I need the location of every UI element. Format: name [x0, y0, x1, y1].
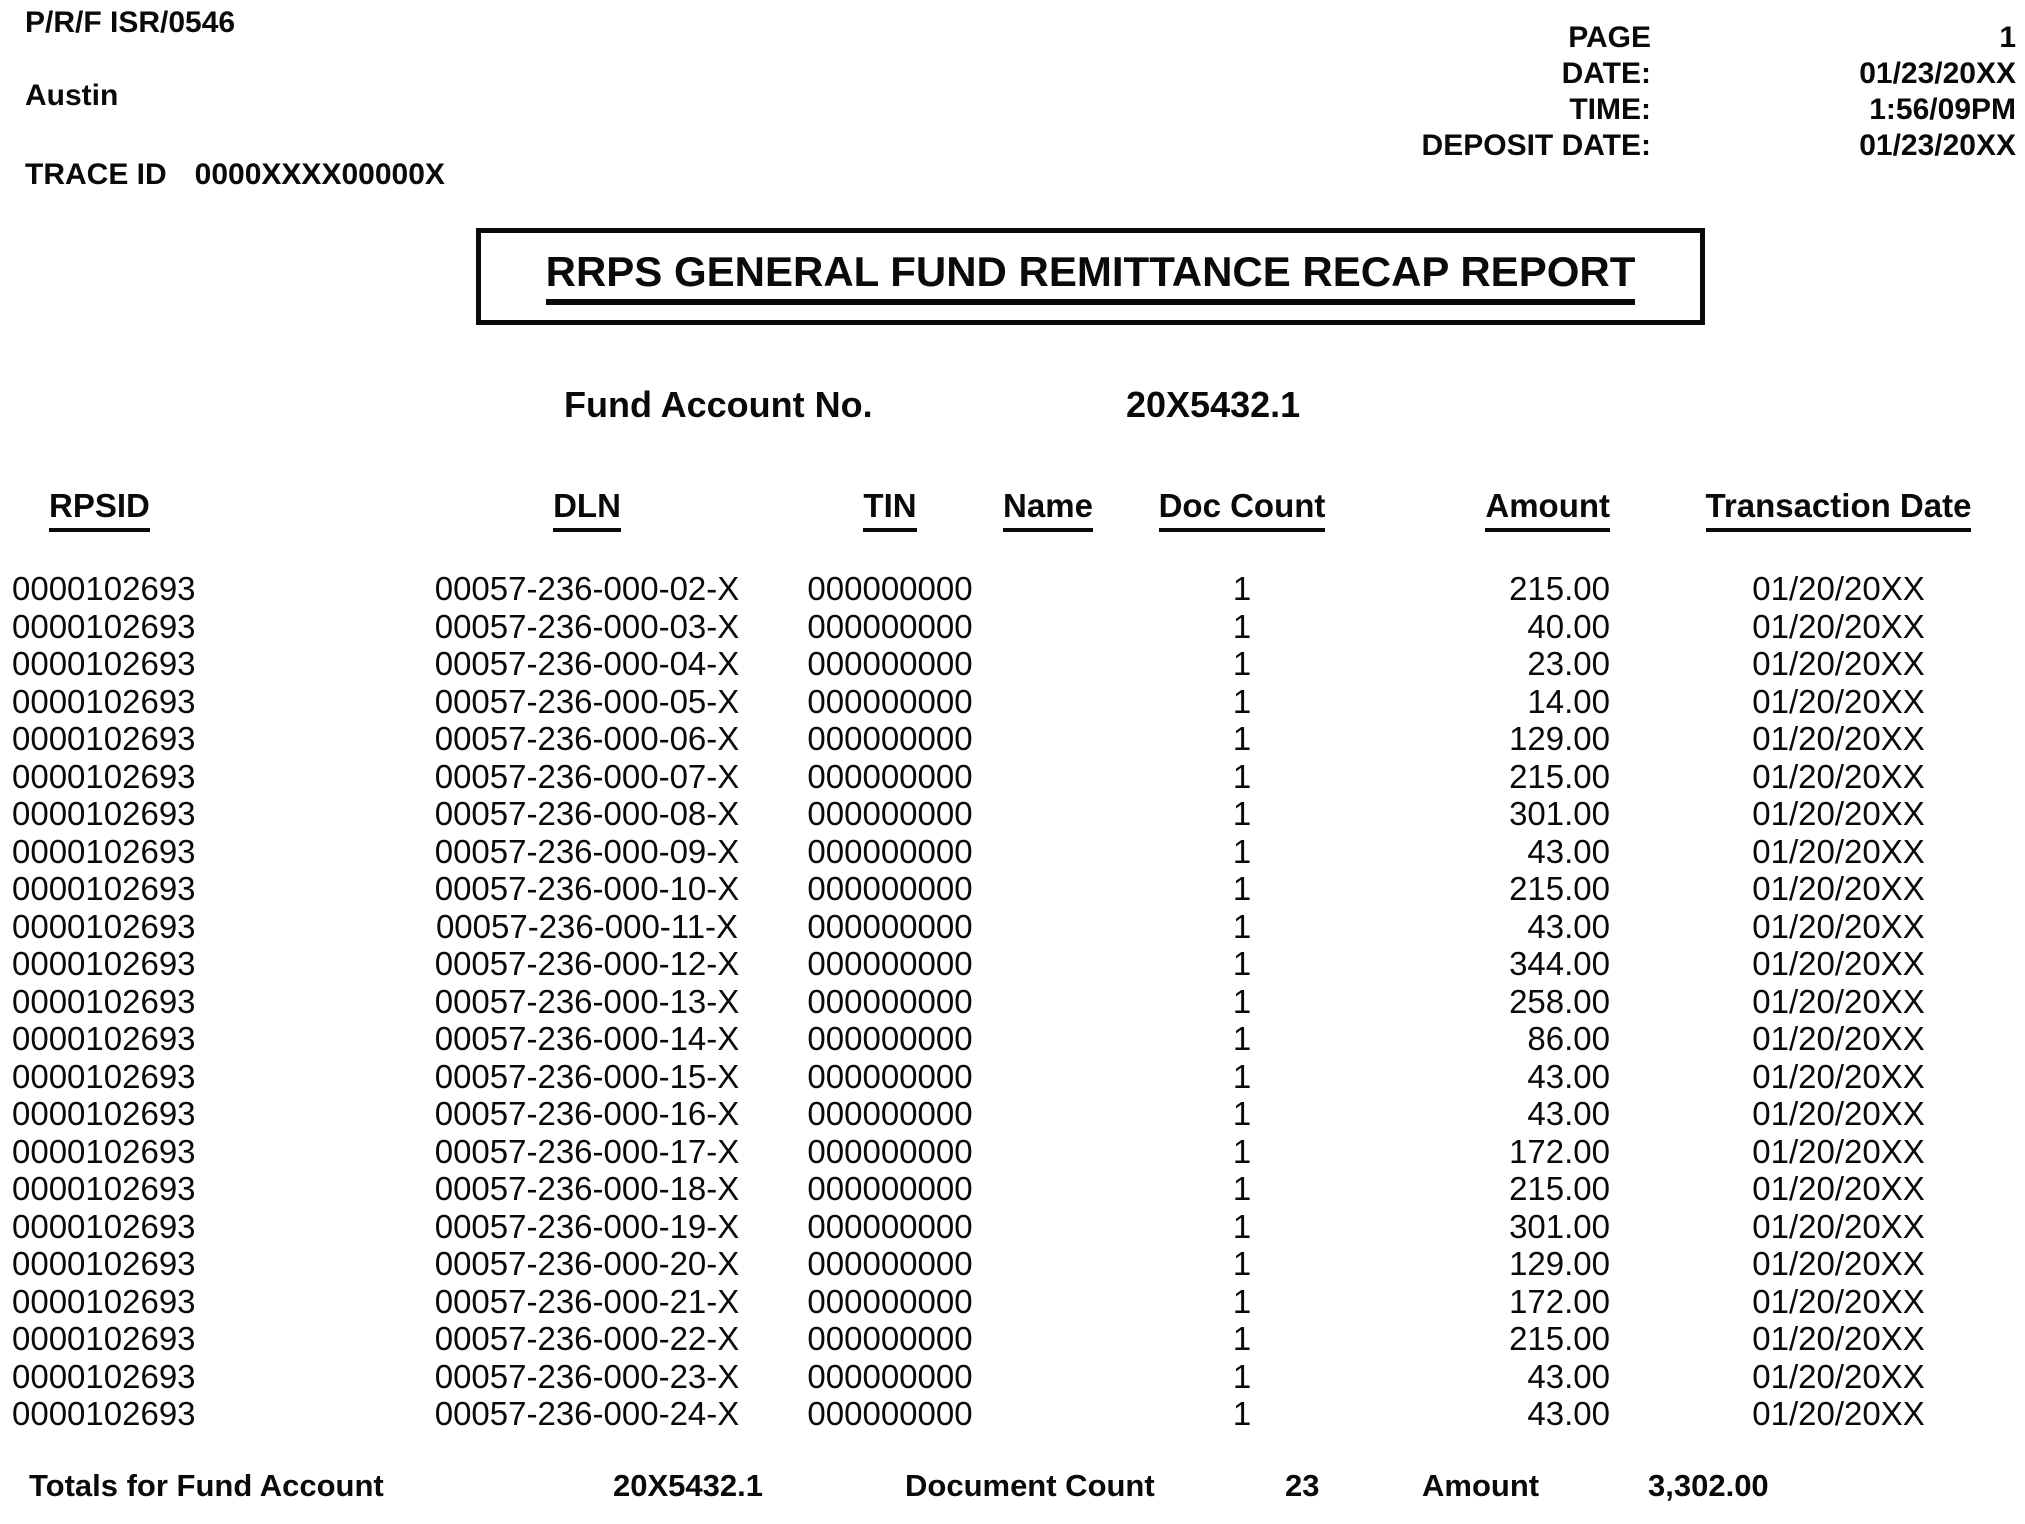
- cell-name: [976, 1133, 1120, 1171]
- cell-dln: 00057-236-000-22-X: [434, 1320, 740, 1357]
- cell-name: [976, 908, 1120, 946]
- cell-dln: 00057-236-000-24-X: [434, 1395, 740, 1432]
- cell-tin: 000000000: [807, 982, 973, 1020]
- cell-amount: 301.00: [1509, 795, 1610, 832]
- page-label: PAGE: [1568, 21, 1651, 54]
- deposit-date-value: 01/23/20XX: [1859, 129, 2016, 162]
- cell-amount: 172.00: [1509, 1132, 1610, 1170]
- cell-amount: 344.00: [1509, 945, 1610, 982]
- cell-transaction-date: 01/20/20XX: [1752, 1207, 1925, 1245]
- cell-dln: 00057-236-000-15-X: [434, 1057, 740, 1095]
- meta-row-time: [1300, 92, 2016, 128]
- column-header-transaction-date: Transaction Date: [1610, 486, 2025, 532]
- table-row: [0, 570, 2025, 608]
- cell-rpsid: 0000102693: [12, 720, 196, 757]
- cell-dln: 00057-236-000-12-X: [434, 945, 740, 982]
- cell-name: [976, 945, 1120, 983]
- cell-transaction-date: 01/20/20XX: [1752, 1320, 1925, 1357]
- cell-doc-count: 1: [1232, 982, 1252, 1020]
- table-row: [0, 833, 2025, 871]
- cell-doc-count: 1: [1232, 645, 1252, 682]
- table-body: [0, 570, 2025, 1433]
- table-row: [0, 645, 2025, 683]
- table-row: [0, 1320, 2025, 1358]
- cell-doc-count: 1: [1232, 1095, 1252, 1132]
- cell-amount: 43.00: [1527, 907, 1610, 945]
- meta-row-deposit-date: [1300, 128, 2016, 164]
- cell-name: [976, 645, 1120, 683]
- cell-name: [976, 1358, 1120, 1396]
- cell-rpsid: 0000102693: [12, 1357, 196, 1395]
- cell-dln: 00057-236-000-20-X: [434, 1245, 740, 1282]
- cell-transaction-date: 01/20/20XX: [1752, 982, 1925, 1020]
- totals-label: Totals for Fund Account: [29, 1468, 384, 1503]
- cell-dln: 00057-236-000-19-X: [434, 1207, 740, 1245]
- cell-tin: 000000000: [807, 1245, 973, 1282]
- fund-account-label: Fund Account No.: [564, 384, 873, 425]
- cell-transaction-date: 01/20/20XX: [1752, 720, 1925, 757]
- cell-dln: 00057-236-000-08-X: [434, 795, 740, 832]
- table-row: [0, 1095, 2025, 1133]
- table-header-row: [0, 486, 2025, 532]
- cell-rpsid: 0000102693: [12, 945, 196, 982]
- cell-transaction-date: 01/20/20XX: [1752, 795, 1925, 832]
- cell-doc-count: 1: [1232, 757, 1252, 795]
- date-value: 01/23/20XX: [1859, 57, 2016, 90]
- cell-rpsid: 0000102693: [12, 570, 196, 607]
- cell-transaction-date: 01/20/20XX: [1752, 682, 1925, 720]
- cell-tin: 000000000: [807, 1282, 973, 1320]
- report-id: P/R/F ISR/0546: [25, 6, 236, 39]
- cell-doc-count: 1: [1232, 1357, 1252, 1395]
- cell-dln: 00057-236-000-16-X: [434, 1095, 740, 1132]
- totals-amount-label: Amount: [1422, 1468, 1540, 1503]
- table-row: [0, 1245, 2025, 1283]
- cell-transaction-date: 01/20/20XX: [1752, 1020, 1925, 1057]
- totals-row: [0, 1468, 2025, 1508]
- cell-name: [976, 983, 1120, 1021]
- table-row: [0, 1133, 2025, 1171]
- cell-name: [976, 683, 1120, 721]
- cell-name: [976, 833, 1120, 871]
- cell-tin: 000000000: [807, 1095, 973, 1132]
- table-row: [0, 945, 2025, 983]
- cell-amount: 43.00: [1527, 1357, 1610, 1395]
- cell-amount: 40.00: [1527, 607, 1610, 645]
- cell-amount: 172.00: [1509, 1282, 1610, 1320]
- table-row: [0, 720, 2025, 758]
- table-row: [0, 1395, 2025, 1433]
- totals-doc-count-label: Document Count: [905, 1468, 1155, 1503]
- fund-account-value: 20X5432.1: [1126, 384, 1301, 425]
- cell-rpsid: 0000102693: [12, 682, 196, 720]
- cell-transaction-date: 01/20/20XX: [1752, 1170, 1925, 1207]
- table-row: [0, 1208, 2025, 1246]
- cell-name: [976, 758, 1120, 796]
- cell-rpsid: 0000102693: [12, 1207, 196, 1245]
- cell-amount: 215.00: [1509, 570, 1610, 607]
- cell-tin: 000000000: [807, 1320, 973, 1357]
- table-row: [0, 1020, 2025, 1058]
- cell-amount: 129.00: [1509, 720, 1610, 757]
- cell-rpsid: 0000102693: [12, 832, 196, 870]
- table-row: [0, 683, 2025, 721]
- column-header-rpsid: RPSID: [0, 486, 370, 532]
- cell-rpsid: 0000102693: [12, 907, 196, 945]
- cell-doc-count: 1: [1232, 682, 1252, 720]
- deposit-date-label: DEPOSIT DATE:: [1421, 129, 1651, 162]
- time-label: TIME:: [1569, 93, 1651, 126]
- time-value: 1:56/09PM: [1869, 93, 2016, 126]
- page-meta-block: [1300, 20, 2016, 164]
- cell-amount: 301.00: [1509, 1207, 1610, 1245]
- cell-amount: 86.00: [1527, 1020, 1610, 1057]
- cell-amount: 258.00: [1509, 982, 1610, 1020]
- cell-dln: 00057-236-000-06-X: [434, 720, 740, 757]
- cell-rpsid: 0000102693: [12, 1245, 196, 1282]
- page-number: 1: [1999, 21, 2016, 54]
- cell-tin: 000000000: [807, 682, 973, 720]
- column-header-amount: Amount: [1364, 486, 1610, 532]
- cell-doc-count: 1: [1232, 1020, 1252, 1057]
- cell-name: [976, 1020, 1120, 1058]
- cell-name: [976, 1320, 1120, 1358]
- table-row: [0, 908, 2025, 946]
- cell-doc-count: 1: [1232, 720, 1252, 757]
- cell-transaction-date: 01/20/20XX: [1752, 1132, 1925, 1170]
- cell-transaction-date: 01/20/20XX: [1752, 645, 1925, 682]
- cell-amount: 129.00: [1509, 1245, 1610, 1282]
- totals-amount-value: 3,302.00: [1648, 1468, 1769, 1503]
- cell-transaction-date: 01/20/20XX: [1752, 907, 1925, 945]
- cell-rpsid: 0000102693: [12, 1170, 196, 1207]
- cell-dln: 00057-236-000-04-X: [434, 645, 740, 682]
- cell-amount: 43.00: [1527, 1057, 1610, 1095]
- cell-doc-count: 1: [1232, 1170, 1252, 1207]
- cell-doc-count: 1: [1232, 1057, 1252, 1095]
- cell-transaction-date: 01/20/20XX: [1752, 1057, 1925, 1095]
- cell-name: [976, 720, 1120, 758]
- cell-name: [976, 1095, 1120, 1133]
- table-row: [0, 795, 2025, 833]
- cell-dln: 00057-236-000-13-X: [434, 982, 740, 1020]
- cell-amount: 215.00: [1509, 757, 1610, 795]
- cell-dln: 00057-236-000-23-X: [434, 1357, 740, 1395]
- cell-transaction-date: 01/20/20XX: [1752, 757, 1925, 795]
- table-row: [0, 983, 2025, 1021]
- cell-name: [976, 570, 1120, 608]
- column-header-name: Name: [976, 486, 1120, 532]
- cell-transaction-date: 01/20/20XX: [1752, 1282, 1925, 1320]
- cell-rpsid: 0000102693: [12, 1320, 196, 1357]
- cell-dln: 00057-236-000-18-X: [434, 1170, 740, 1207]
- cell-amount: 43.00: [1527, 1395, 1610, 1432]
- cell-tin: 000000000: [807, 832, 973, 870]
- cell-doc-count: 1: [1232, 1132, 1252, 1170]
- cell-transaction-date: 01/20/20XX: [1752, 1095, 1925, 1132]
- cell-tin: 000000000: [807, 1170, 973, 1207]
- table-row: [0, 1058, 2025, 1096]
- cell-transaction-date: 01/20/20XX: [1752, 832, 1925, 870]
- report-title: RRPS GENERAL FUND REMITTANCE RECAP REPORT: [546, 248, 1636, 305]
- cell-tin: 000000000: [807, 1395, 973, 1432]
- cell-doc-count: 1: [1232, 570, 1252, 607]
- meta-row-page: [1300, 20, 2016, 56]
- cell-tin: 000000000: [807, 1057, 973, 1095]
- cell-dln: 00057-236-000-21-X: [434, 1282, 740, 1320]
- cell-dln: 00057-236-000-09-X: [434, 832, 740, 870]
- cell-tin: 000000000: [807, 1357, 973, 1395]
- cell-doc-count: 1: [1232, 870, 1252, 907]
- cell-doc-count: 1: [1232, 907, 1252, 945]
- column-header-doc-count: Doc Count: [1120, 486, 1364, 532]
- cell-tin: 000000000: [807, 645, 973, 682]
- cell-tin: 000000000: [807, 1207, 973, 1245]
- cell-doc-count: 1: [1232, 1245, 1252, 1282]
- cell-dln: 00057-236-000-07-X: [434, 757, 740, 795]
- column-header-dln: DLN: [370, 486, 804, 532]
- cell-rpsid: 0000102693: [12, 870, 196, 907]
- cell-rpsid: 0000102693: [12, 1395, 196, 1432]
- cell-tin: 000000000: [807, 607, 973, 645]
- cell-name: [976, 795, 1120, 833]
- table-row: [0, 870, 2025, 908]
- cell-doc-count: 1: [1232, 945, 1252, 982]
- cell-transaction-date: 01/20/20XX: [1752, 1245, 1925, 1282]
- cell-dln: 00057-236-000-10-X: [434, 870, 740, 907]
- cell-rpsid: 0000102693: [12, 1020, 196, 1057]
- table-row: [0, 608, 2025, 646]
- cell-rpsid: 0000102693: [12, 645, 196, 682]
- report-title-box: [476, 228, 1705, 325]
- cell-rpsid: 0000102693: [12, 1282, 196, 1320]
- cell-dln: 00057-236-000-05-X: [434, 682, 740, 720]
- cell-doc-count: 1: [1232, 1320, 1252, 1357]
- cell-dln: 00057-236-000-02-X: [434, 570, 740, 607]
- date-label: DATE:: [1561, 57, 1651, 90]
- cell-dln: 00057-236-000-03-X: [434, 607, 740, 645]
- cell-tin: 000000000: [807, 1132, 973, 1170]
- trace-id-value: 0000XXXX00000X: [194, 158, 445, 191]
- cell-name: [976, 1395, 1120, 1433]
- cell-doc-count: 1: [1232, 607, 1252, 645]
- cell-doc-count: 1: [1232, 1282, 1252, 1320]
- cell-rpsid: 0000102693: [12, 1057, 196, 1095]
- cell-name: [976, 870, 1120, 908]
- cell-tin: 000000000: [807, 570, 973, 607]
- cell-tin: 000000000: [807, 870, 973, 907]
- cell-tin: 000000000: [807, 720, 973, 757]
- totals-doc-count-value: 23: [1285, 1468, 1320, 1503]
- cell-doc-count: 1: [1232, 1207, 1252, 1245]
- cell-tin: 000000000: [807, 757, 973, 795]
- cell-name: [976, 1283, 1120, 1321]
- cell-doc-count: 1: [1232, 832, 1252, 870]
- cell-amount: 43.00: [1527, 832, 1610, 870]
- cell-name: [976, 1245, 1120, 1283]
- cell-transaction-date: 01/20/20XX: [1752, 945, 1925, 982]
- cell-transaction-date: 01/20/20XX: [1752, 607, 1925, 645]
- cell-amount: 215.00: [1509, 870, 1610, 907]
- cell-transaction-date: 01/20/20XX: [1752, 1357, 1925, 1395]
- meta-row-date: [1300, 56, 2016, 92]
- cell-rpsid: 0000102693: [12, 1095, 196, 1132]
- cell-dln: 00057-236-000-14-X: [434, 1020, 740, 1057]
- cell-tin: 000000000: [807, 907, 973, 945]
- table-row: [0, 1283, 2025, 1321]
- cell-rpsid: 0000102693: [12, 757, 196, 795]
- cell-name: [976, 608, 1120, 646]
- cell-rpsid: 0000102693: [12, 607, 196, 645]
- cell-amount: 14.00: [1527, 682, 1610, 720]
- cell-name: [976, 1058, 1120, 1096]
- table-row: [0, 1358, 2025, 1396]
- cell-transaction-date: 01/20/20XX: [1752, 870, 1925, 907]
- totals-fund-account: 20X5432.1: [613, 1468, 763, 1503]
- cell-doc-count: 1: [1232, 795, 1252, 832]
- cell-transaction-date: 01/20/20XX: [1752, 570, 1925, 607]
- cell-amount: 23.00: [1527, 645, 1610, 682]
- cell-transaction-date: 01/20/20XX: [1752, 1395, 1925, 1432]
- trace-id-label: TRACE ID: [25, 158, 167, 191]
- cell-tin: 000000000: [807, 795, 973, 832]
- cell-name: [976, 1170, 1120, 1208]
- cell-dln: 00057-236-000-11-X: [435, 907, 739, 945]
- cell-amount: 215.00: [1509, 1320, 1610, 1357]
- trace-id-line: [25, 158, 445, 192]
- site-name: Austin: [25, 79, 119, 112]
- table-row: [0, 1170, 2025, 1208]
- cell-rpsid: 0000102693: [12, 982, 196, 1020]
- cell-name: [976, 1208, 1120, 1246]
- cell-tin: 000000000: [807, 1020, 973, 1057]
- cell-dln: 00057-236-000-17-X: [434, 1132, 740, 1170]
- column-header-tin: TIN: [804, 486, 976, 532]
- cell-doc-count: 1: [1232, 1395, 1252, 1432]
- cell-rpsid: 0000102693: [12, 1132, 196, 1170]
- cell-amount: 215.00: [1509, 1170, 1610, 1207]
- cell-rpsid: 0000102693: [12, 795, 196, 832]
- cell-tin: 000000000: [807, 945, 973, 982]
- table-row: [0, 758, 2025, 796]
- cell-amount: 43.00: [1527, 1095, 1610, 1132]
